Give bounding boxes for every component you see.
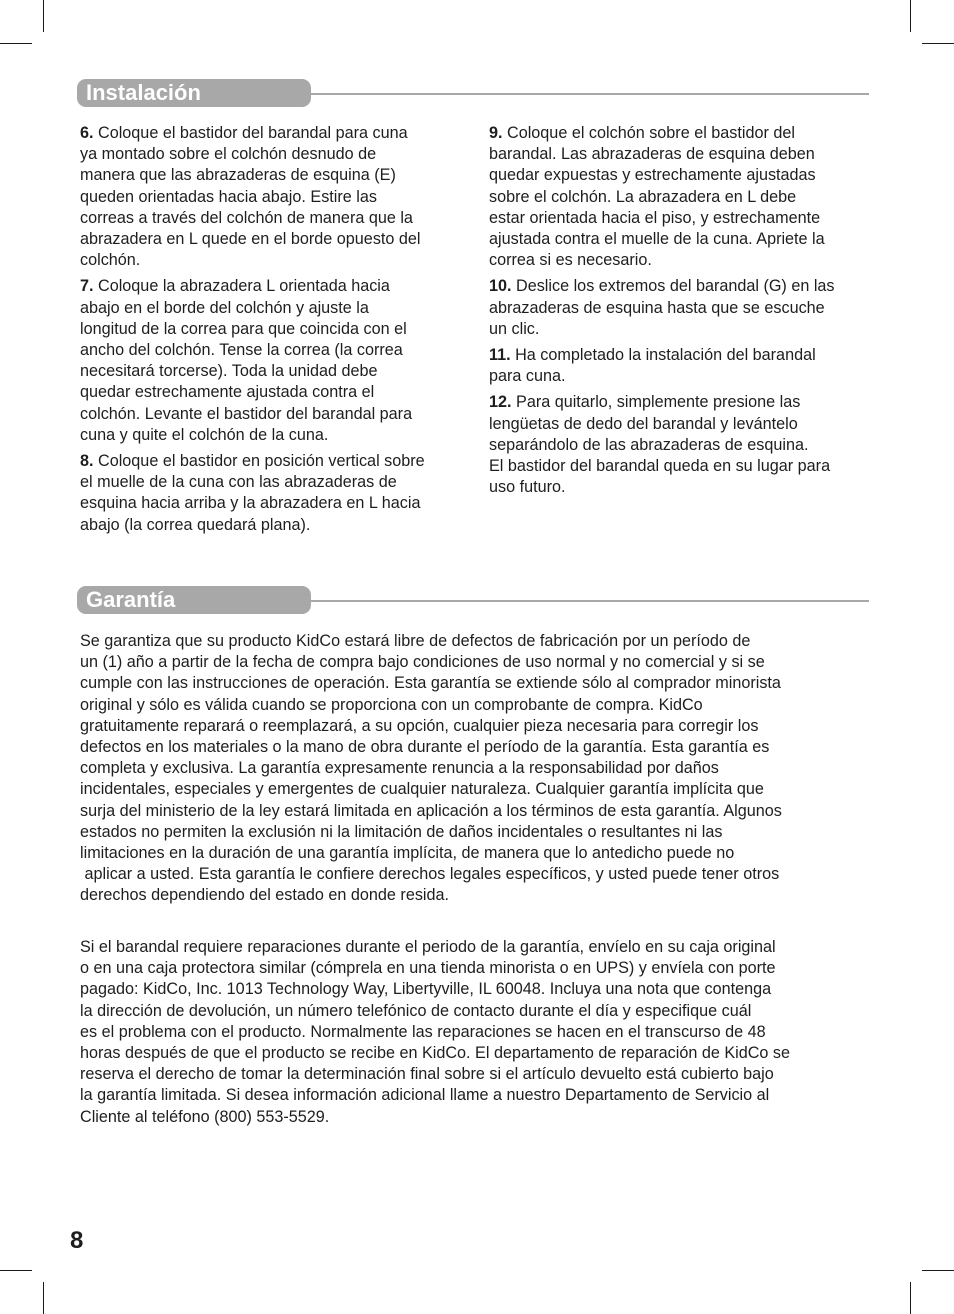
step-8: 8. Coloque el bastidor en posición vertical sobre el muelle de la cuna con las abrazaderas de esquina hacia arriba y la abrazadera en L hacia abajo (la correa quedará plana). bbox=[80, 452, 425, 534]
crop-mark bbox=[0, 43, 32, 44]
step-number: 7. bbox=[80, 277, 94, 296]
crop-mark bbox=[0, 1270, 32, 1271]
section-tab bbox=[77, 586, 311, 614]
step-number: 6. bbox=[80, 124, 94, 142]
crop-mark bbox=[922, 1270, 954, 1271]
step-number: 11. bbox=[489, 346, 511, 365]
section-tab bbox=[77, 79, 311, 107]
installation-section-header bbox=[77, 79, 869, 107]
warranty-paragraph-2: Si el barandal requiere reparaciones durante el periodo de la garantía, envíelo en su caja original o en una caja protectora similar (cómprela en una tienda minorista o en UPS) y envíela con porte pagado: KidCo, Inc. 1013 Technology Way, Libertyville, IL 60048. Incluya una nota que contenga la dirección de devolución, un número telefónico de contacto durante el día y especifique cuál es el problema con el producto. Normalmente las reparaciones se hacen en el transcurso de 48 horas después de que el producto se recibe en KidCo. El departamento de reparación de KidCo se reserva el derecho de tomar la determinación final sobre si el artículo devuelto está cubierto bajo la garantía limitada. Si desea información adicional llame a nuestro Departamento de Servicio al Cliente al teléfono (800) 553-5529. bbox=[80, 938, 791, 1126]
installation-right-column bbox=[489, 123, 879, 503]
crop-mark bbox=[910, 1282, 911, 1314]
step-number: 12. bbox=[489, 393, 512, 412]
step-9: 9. Coloque el colchón sobre el bastidor del barandal. Las abrazaderas de esquina deben quedar expuestas y estrechamente ajustadas sobre el colchón. La abrazadera en L debe estar orientada hacia el piso, y estrechamente ajustada contra el muelle de la cuna. Apriete la correa si es necesario. bbox=[489, 124, 825, 270]
crop-mark bbox=[910, 0, 911, 32]
step-6: 6. Coloque el bastidor del barandal para cuna ya montado sobre el colchón desnudo de manera que las abrazaderas de esquina (E) queden orientadas hacia abajo. Estire las correas a través del colchón de manera que la abrazadera en L quede en el borde opuesto del colchón. bbox=[80, 124, 421, 270]
section-divider bbox=[309, 600, 869, 602]
crop-mark bbox=[43, 0, 44, 32]
step-number: 10. bbox=[489, 277, 512, 296]
crop-mark bbox=[922, 43, 954, 44]
warranty-section-header bbox=[77, 586, 869, 614]
step-10: 10. Deslice los extremos del barandal (G) en las abrazaderas de esquina hasta que se escuche un clic. bbox=[489, 277, 835, 338]
page-number: 8 bbox=[70, 1227, 84, 1254]
step-7: 7. Coloque la abrazadera L orientada hacia abajo en el borde del colchón y ajuste la longitud de la correa para que coincida con el ancho del colchón. Tense la correa (la correa necesitará torcerse). Toda la unidad debe quedar estrechamente ajustada contra el colchón. Levante el bastidor del barandal para cuna y quite el colchón de la cuna. bbox=[80, 277, 413, 444]
section-divider bbox=[309, 93, 869, 95]
step-11: 11. Ha completado la instalación del barandal para cuna. bbox=[489, 346, 816, 386]
installation-left-column bbox=[80, 123, 475, 541]
step-number: 9. bbox=[489, 124, 503, 142]
step-12: 12. Para quitarlo, simplemente presione las lengüetas de dedo del barandal y levántelo separándolo de las abrazaderas de esquina. El bastidor del barandal queda en su lugar para uso futuro. bbox=[489, 393, 831, 497]
warranty-paragraph-1: Se garantiza que su producto KidCo estará libre de defectos de fabricación por un período de un (1) año a partir de la fecha de compra bajo condiciones de uso normal y no comercial y si se cumple con las instrucciones de operación. Esta garantía se extiende sólo al comprador minorista original y sólo es válida cuando se proporciona con un comprobante de compra. KidCo gratuitamente reparará o reemplazará, a su opción, cualquier pieza necesaria para corregir los defectos en los materiales o la mano de obra durante el período de la garantía. Esta garantía es completa y exclusiva. La garantía expresamente renuncia a la responsabilidad por daños incidentales, especiales y emergentes de cualquier naturaleza. Cualquier garantía implícita que surja del ministerio de la ley estará limitada en aplicación a los términos de esta garantía. Algunos estados no permiten la exclusión ni la limitación de daños incidentales o resultantes ni las limitaciones en la duración de una garantía implícita, de manera que lo antedicho puede no aplicar a usted. Esta garantía le confiere derechos legales específicos, y usted puede tener otros derechos dependiendo del estado en donde resida. bbox=[80, 632, 782, 905]
installation-title: Instalación bbox=[86, 80, 201, 105]
warranty-title: Garantía bbox=[86, 587, 176, 612]
step-number: 8. bbox=[80, 452, 94, 471]
crop-mark bbox=[43, 1282, 44, 1314]
